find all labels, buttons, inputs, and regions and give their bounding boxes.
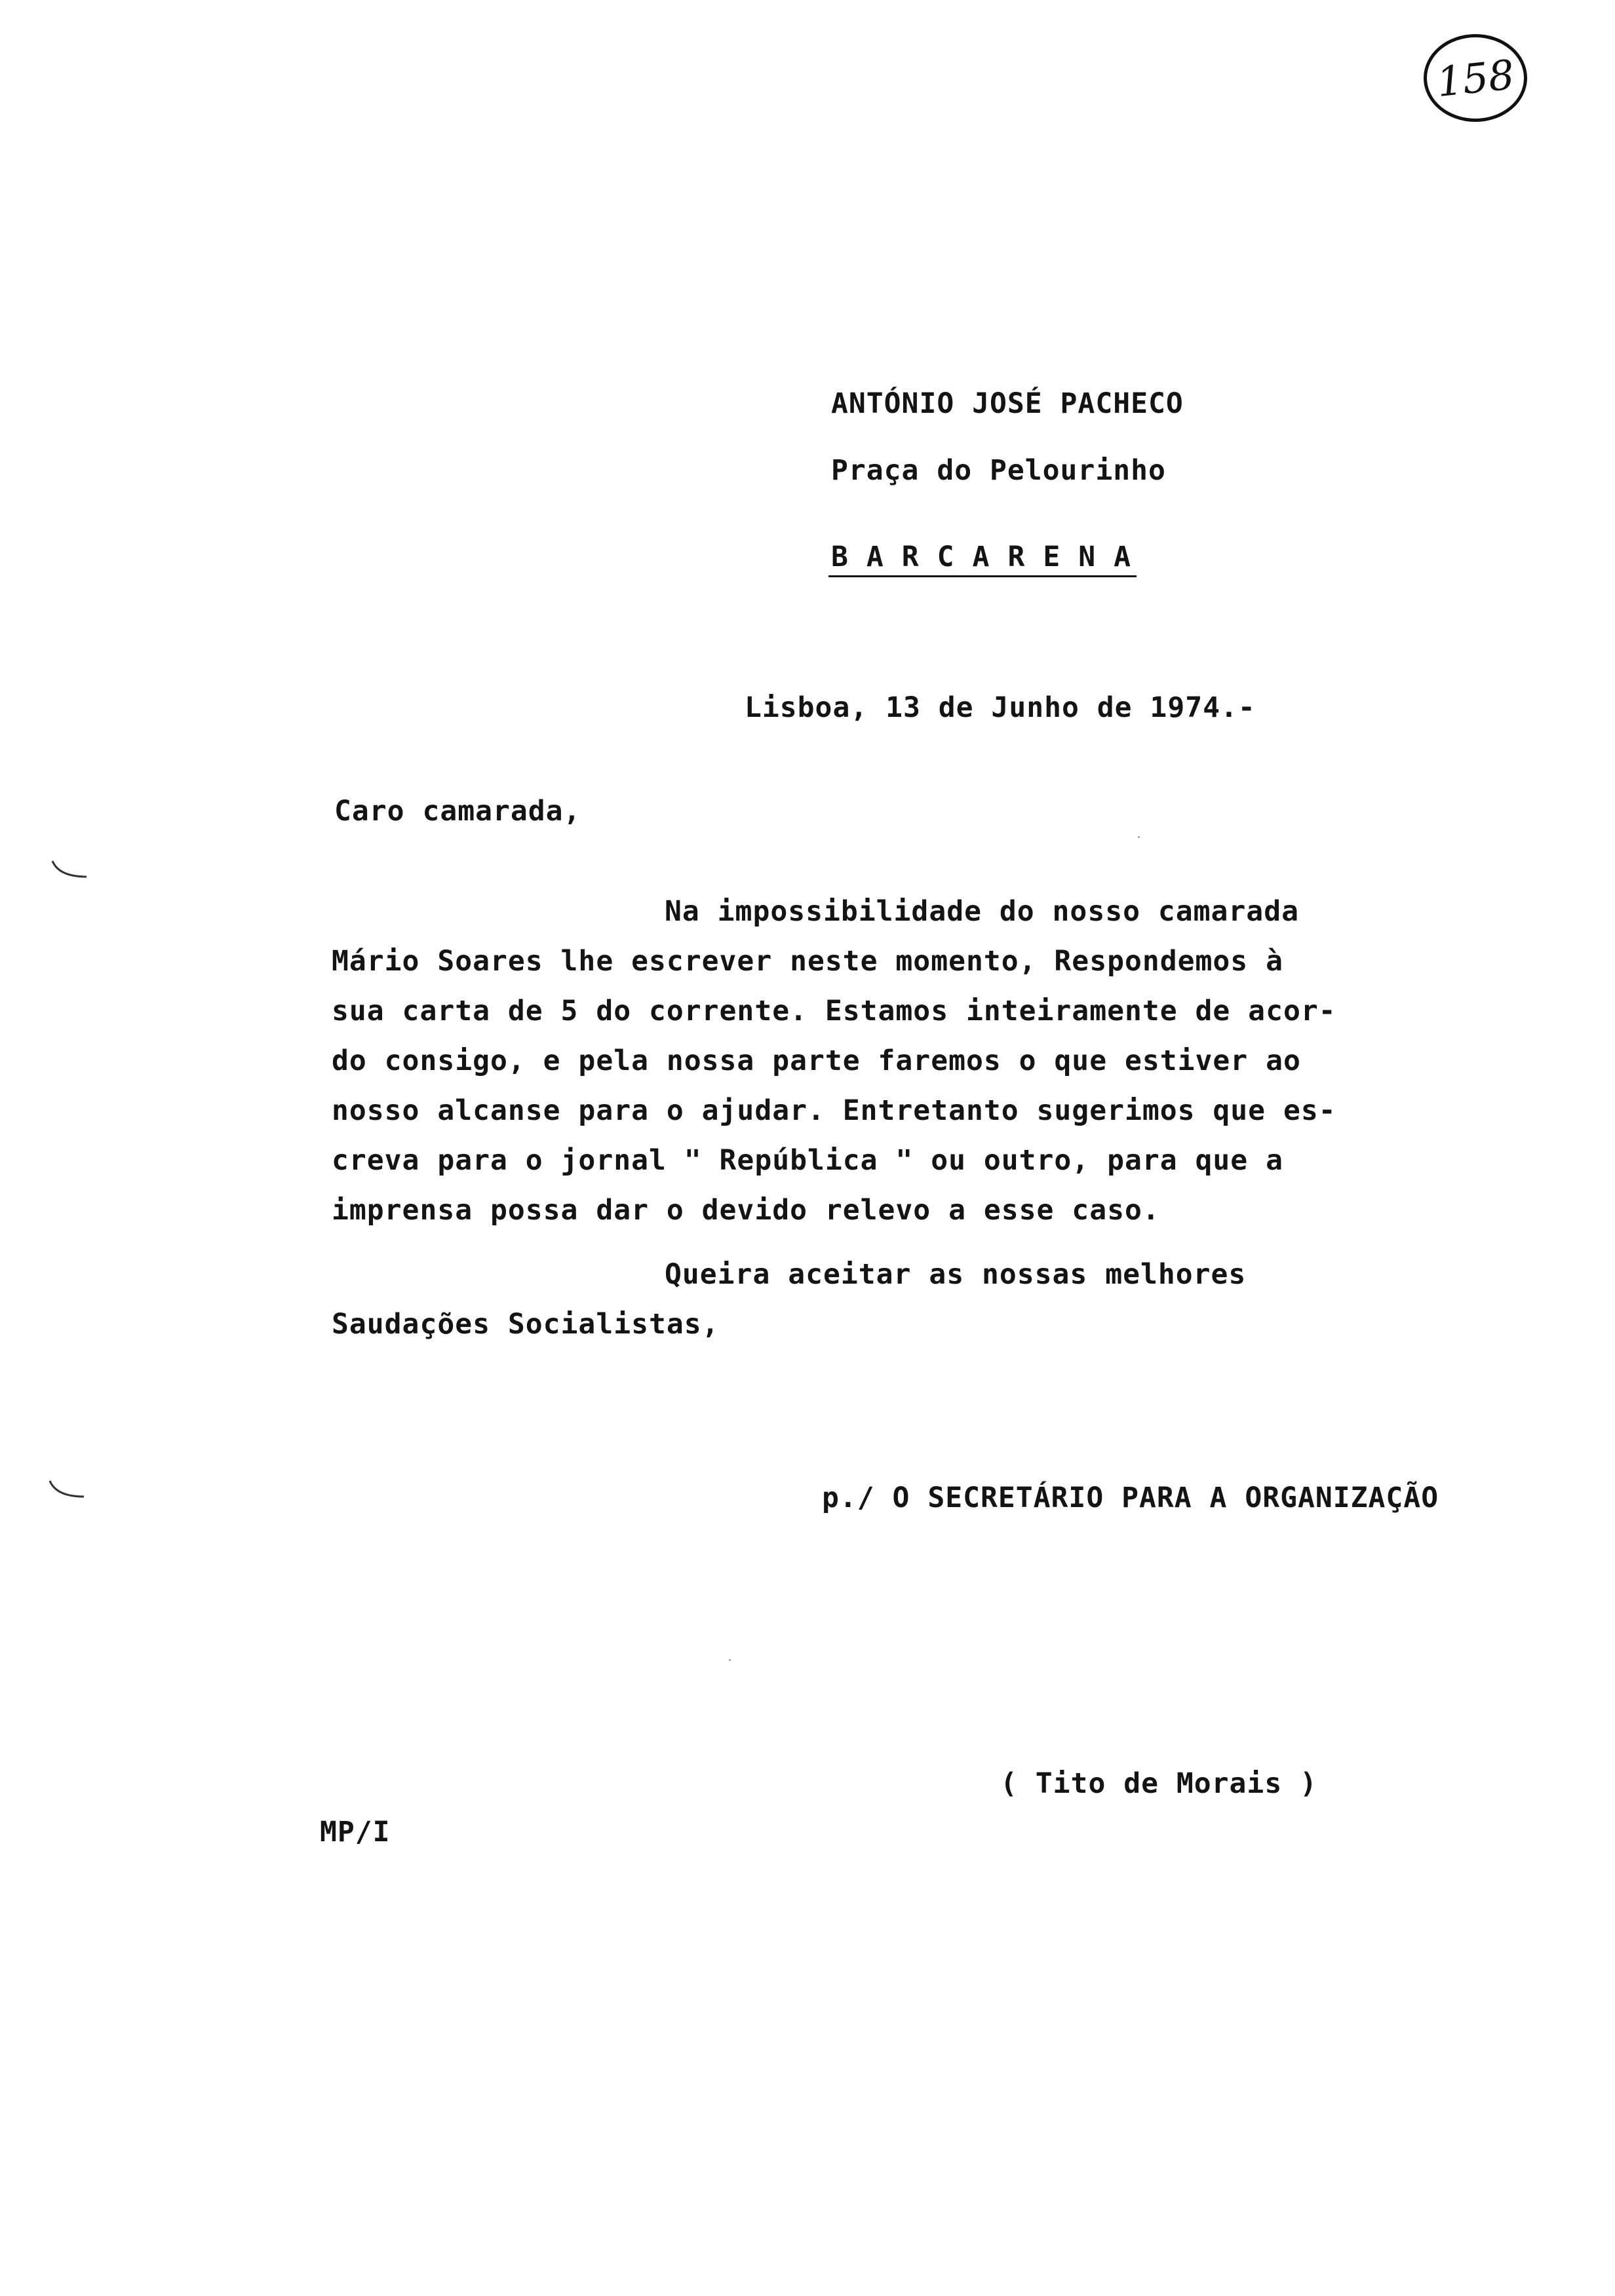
signatory-name: ( Tito de Morais ): [1000, 1767, 1317, 1800]
date-line: Lisboa, 13 de Junho de 1974.-: [745, 691, 1256, 724]
folio-number: 158: [1434, 50, 1517, 106]
body-line: Na impossibilidade do nosso camarada: [665, 895, 1299, 928]
recipient-street: Praça do Pelourinho: [831, 454, 1166, 487]
body-line: imprensa possa dar o devido relevo a esse caso.: [332, 1194, 1160, 1227]
body-line: do consigo, e pela nossa parte faremos o que estiver ao: [332, 1044, 1301, 1077]
salutation: Caro camarada,: [334, 795, 581, 828]
scan-speck: [729, 1659, 731, 1661]
closing-line: Saudações Socialistas,: [332, 1308, 720, 1341]
recipient-town: BARCARENA: [831, 541, 1149, 573]
body-line: creva para o jornal " República " ou outro, para que a: [332, 1144, 1283, 1177]
folio-number-stamp: [1424, 34, 1527, 122]
recipient-name: ANTÓNIO JOSÉ PACHECO: [831, 387, 1184, 420]
reference-initials: MP/I: [320, 1816, 391, 1848]
body-line: sua carta de 5 do corrente. Estamos inteiramente de acor-: [332, 995, 1336, 1027]
punch-mark-icon: [50, 857, 89, 883]
body-line: nosso alcanse para o ajudar. Entretanto sugerimos que es-: [332, 1094, 1336, 1127]
signature-title: p./ O SECRETÁRIO PARA A ORGANIZAÇÃO: [822, 1482, 1439, 1514]
body-line: Mário Soares lhe escrever neste momento, Respondemos à: [332, 945, 1283, 978]
scan-speck: [1138, 836, 1140, 838]
town-underline: [828, 575, 1137, 577]
punch-mark-icon: [47, 1477, 87, 1503]
closing-line: Queira aceitar as nossas melhores: [665, 1258, 1247, 1291]
